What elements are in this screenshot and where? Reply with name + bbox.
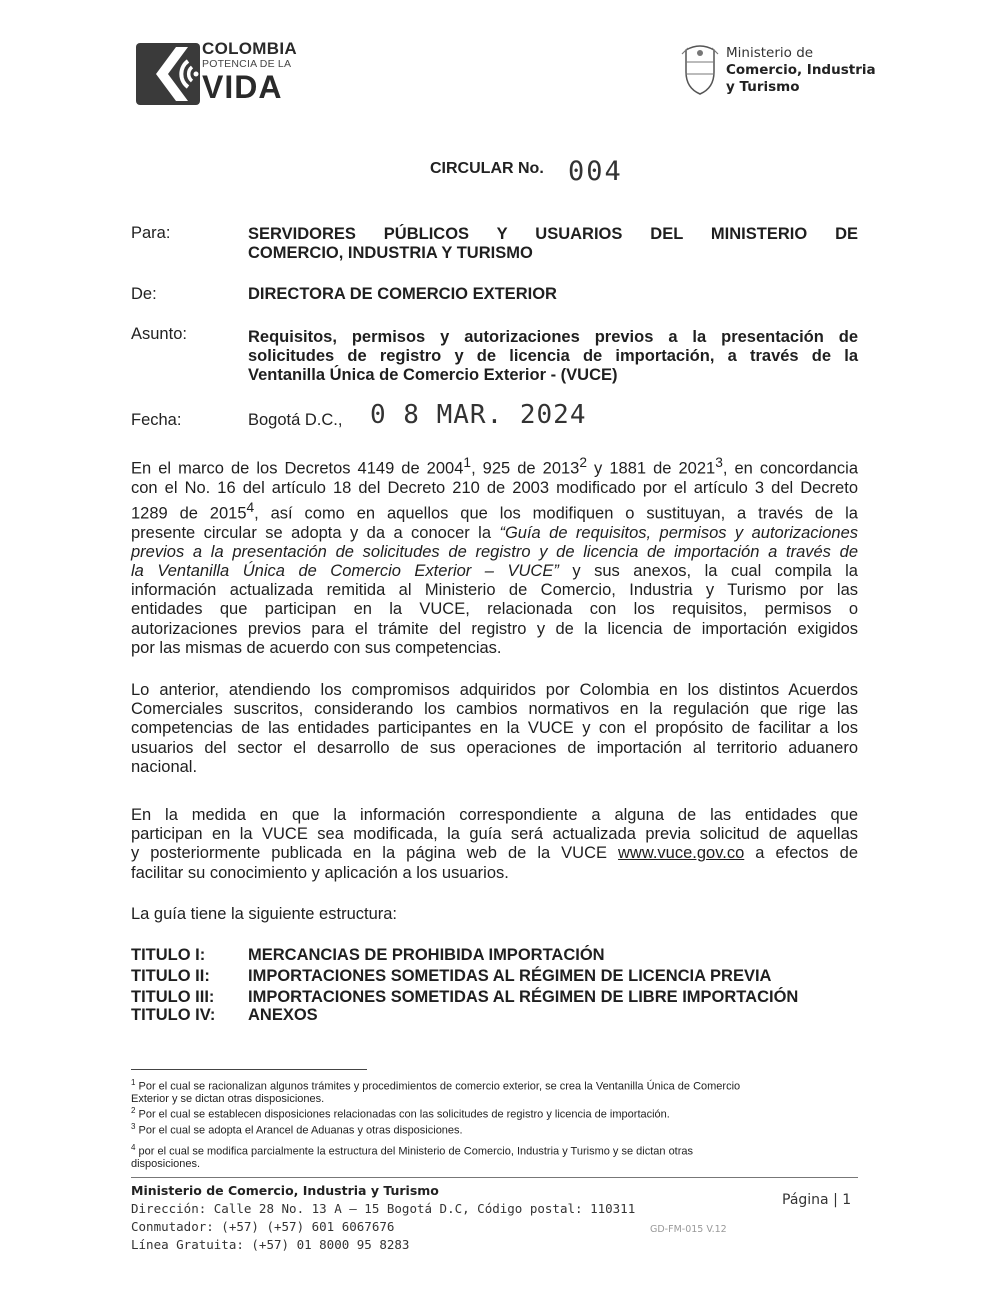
footer-phone: Conmutador: (+57) (+57) 601 6067676 (131, 1219, 395, 1234)
p2-line-2: Comerciales suscritos, considerando los cambios normativos en la regulación que rige las (131, 700, 858, 719)
p2-line-5: nacional. (131, 757, 198, 776)
p1-line-2: con el No. 16 del artículo 18 del Decreto 210 de 2003 modificado por el artículo 3 del Decreto (131, 478, 858, 497)
p3-line-4: facilitar su conocimiento y aplicación a los usuarios. (131, 863, 509, 882)
p1-line-3: 1289 de 2015$^4$, así como en aquellos que los modifiquen o sustituyan, a través de la (131, 499, 858, 523)
titulo-row-3 (131, 987, 798, 1007)
titulo-label: TITULO II: (131, 967, 210, 985)
logo-line-vida: VIDA (202, 69, 283, 105)
logo-line-colombia: COLOMBIA (202, 39, 297, 58)
asunto-label: Asunto: (131, 325, 187, 343)
asunto-value (248, 328, 858, 385)
footer-toll-free: Línea Gratuita: (+57) 01 8000 95 8283 (131, 1237, 410, 1252)
date-stamp: 0 8 MAR. 2024 (370, 400, 587, 430)
p1-line-7: información actualizada remitida al Ministerio de Comercio, Industria y Turismo por las (131, 581, 858, 600)
ministry-line-1: Ministerio de (726, 45, 814, 61)
footnote-4 (131, 1142, 858, 1171)
logo-mark-icon (136, 43, 200, 105)
footer-divider (131, 1177, 858, 1178)
footnote-4-line-1: $^4$ por el cual se modifica parcialmente la estructura del Ministerio de Comercio, Industria y Turismo y se dictan otras (131, 1143, 694, 1158)
footnote-ref-1: 1 (463, 455, 472, 470)
fecha-city: Bogotá D.C., (248, 411, 343, 429)
titulo-label: TITULO III: (131, 988, 215, 1006)
para-label: Para: (131, 224, 171, 242)
titulo-row-4 (131, 1005, 318, 1025)
titulo-row-1 (131, 945, 605, 965)
footnote-1-line-2: Exterior y se dictan otras disposiciones. (131, 1093, 325, 1106)
footnote-3: $^3$ Por el cual se adopta el Arancel de Aduanas y otras disposiciones. (131, 1122, 463, 1137)
ministry-line-3: y Turismo (726, 79, 800, 95)
ministry-logo (680, 44, 880, 104)
circular-label: CIRCULAR No. (430, 160, 544, 177)
logo-wordmark (202, 40, 297, 103)
page-number: Página | 1 (782, 1192, 852, 1208)
footnote-divider (131, 1069, 367, 1070)
footer-org: Ministerio de Comercio, Industria y Turismo (131, 1183, 439, 1198)
p3-line-3: y posteriormente publicada en la página web de la VUCE www.vuce.gov.co a efectos de (131, 844, 858, 863)
de-value: DIRECTORA DE COMERCIO EXTERIOR (248, 285, 557, 303)
paragraph-1 (131, 453, 858, 658)
vuce-website-link[interactable]: www.vuce.gov.co (618, 844, 745, 863)
p1-line-9: autorizaciones previos para el trámite del registro y de la licencia de importación exigidos (131, 619, 858, 638)
p1-line-5: previos a la presentación de solicitudes de registro y de licencia de importación a través de (131, 542, 858, 561)
footer-contact (131, 1182, 635, 1254)
titulo-row-2 (131, 966, 771, 986)
logo-line-potencia: POTENCIA DE LA (202, 58, 292, 70)
p2-line-4: usuarios del sector el desarrollo de sus operaciones de importación al territorio aduanero (131, 738, 858, 757)
footnote-ref-4: 4 (246, 499, 255, 515)
p2-line-3: competencias de las entidades participantes en la VUCE y con el propósito de facilitar a los (131, 719, 858, 738)
asunto-line-2: solicitudes de registro y de licencia de importación, a través de la (248, 347, 858, 365)
p1-line-10: por las mismas de acuerdo con sus competencias. (131, 638, 502, 657)
titulo-text: IMPORTACIONES SOMETIDAS AL RÉGIMEN DE LICENCIA PREVIA (248, 967, 772, 985)
coat-of-arms-icon (680, 44, 720, 96)
p1-line-8: entidades que participan en la VUCE, relacionada con los requisitos, permisos o (131, 600, 858, 619)
footnote-2: $^2$ Por el cual se establecen disposiciones relacionadas con las solicitudes de registro y licencia de importación. (131, 1106, 670, 1121)
para-line-2: COMERCIO, INDUSTRIA Y TURISMO (248, 244, 533, 262)
fecha-label: Fecha: (131, 411, 182, 429)
p1-line-1: En el marco de los Decretos 4149 de 2004$^1$, 925 de 2013$^2$ y 1881 de 2021$^3$, en concordancia (131, 455, 859, 478)
colombia-potencia-vida-logo (136, 40, 326, 106)
para-value (248, 225, 858, 263)
titulo-text: ANEXOS (248, 1006, 318, 1024)
form-code: GD-FM-015 V.12 (650, 1224, 727, 1235)
p3-line-1: En la medida en que la información correspondiente a alguna de las entidades que (131, 806, 858, 824)
p4-line-1: La guía tiene la siguiente estructura: (131, 905, 398, 923)
ministry-name (726, 45, 876, 96)
footnote-ref-2: 2 (579, 455, 588, 470)
ministry-line-2: Comercio, Industria (726, 62, 876, 78)
asunto-line-1: Requisitos, permisos y autorizaciones previos a la presentación de (248, 328, 858, 346)
p1-line-4: presente circular se adopta y da a conocer la “Guía de requisitos, permisos y autorizaciones (131, 523, 858, 542)
paragraph-2 (131, 681, 858, 777)
para-line-1: SERVIDORES PÚBLICOS Y USUARIOS DEL MINISTERIO DE (248, 225, 858, 243)
p3-line-2: participan en la VUCE sea modificada, la guía será actualizada previa solicitud de aquellas (131, 825, 858, 844)
footer-address: Dirección: Calle 28 No. 13 A – 15 Bogotá D.C, Código postal: 110311 (131, 1201, 636, 1216)
footnote-1 (131, 1077, 858, 1106)
footnote-4-line-2: disposiciones. (131, 1158, 201, 1171)
p2-line-1: Lo anterior, atendiendo los compromisos adquiridos por Colombia en los distintos Acuerdos (131, 681, 858, 699)
de-label: De: (131, 285, 157, 303)
asunto-line-3: Ventanilla Única de Comercio Exterior - (VUCE) (248, 366, 618, 384)
paragraph-3 (131, 806, 858, 883)
titulo-label: TITULO I: (131, 946, 206, 964)
titulo-text: IMPORTACIONES SOMETIDAS AL RÉGIMEN DE LIBRE IMPORTACIÓN (248, 988, 799, 1006)
circular-number: 004 (568, 156, 623, 187)
titulo-label: TITULO IV: (131, 1006, 216, 1024)
p1-line-6: la Ventanilla Única de Comercio Exterior – VUCE” y sus anexos, la cual compila la (131, 562, 858, 581)
paragraph-4 (131, 905, 858, 924)
titulo-text: MERCANCIAS DE PROHIBIDA IMPORTACIÓN (248, 946, 605, 964)
footnote-ref-3: 3 (715, 455, 723, 470)
footnote-1-line-1: $^1$ Por el cual se racionalizan algunos trámites y procedimientos de comercio exterior, se crea la Ventanilla Única de Comercio (131, 1078, 741, 1093)
